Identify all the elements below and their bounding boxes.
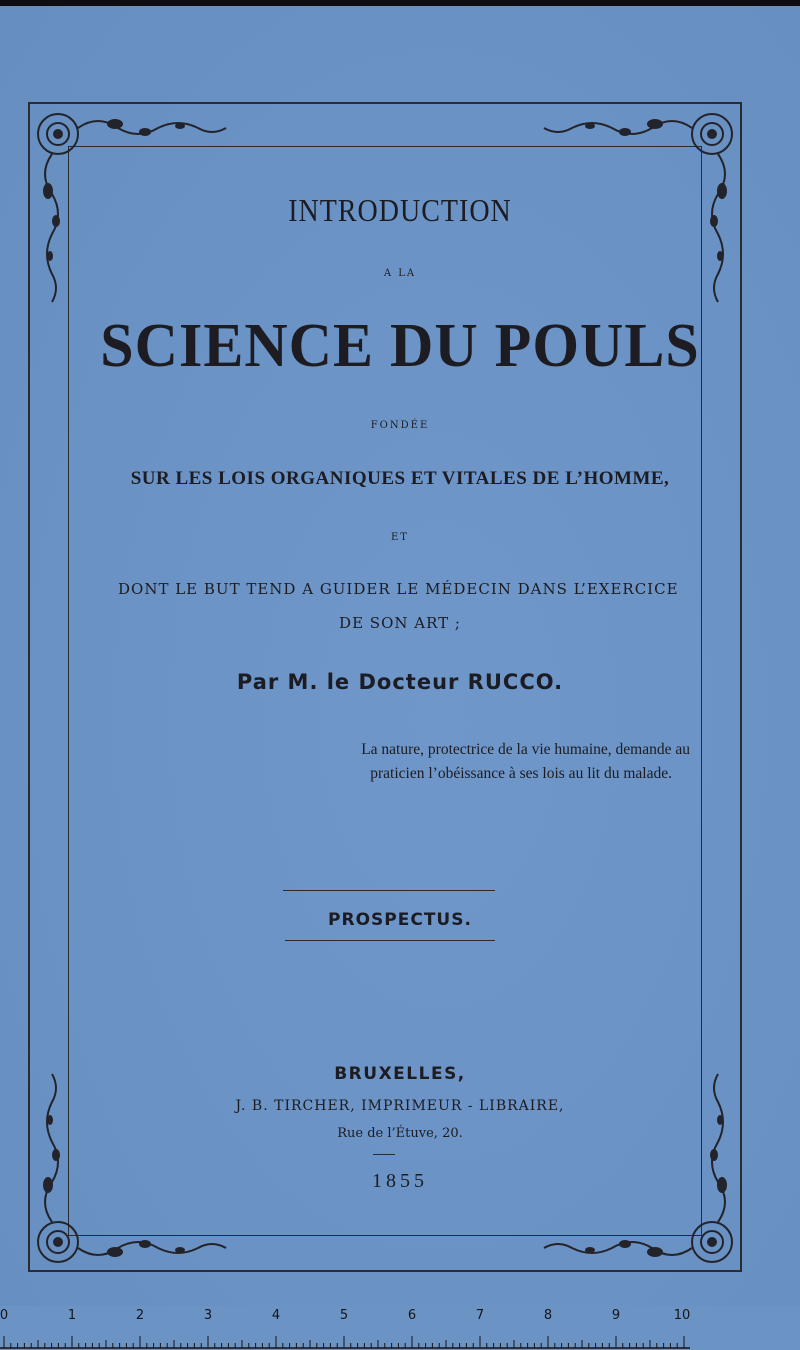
scale-ruler: [0, 1306, 800, 1350]
ruler-label-1: 1: [67, 1308, 77, 1323]
imprint-printer: J. B. TIRCHER, IMPRIMEUR - LIBRAIRE,: [235, 1098, 565, 1114]
connector-fondee: FONDÉE: [370, 420, 430, 431]
ruler-label-4: 4: [271, 1308, 281, 1323]
epigraph-line-2: praticien l’obéissance à ses lois au lit du malade.: [370, 765, 672, 782]
epigraph-line-1: La nature, protectrice de la vie humaine, demande au: [361, 741, 690, 758]
ruler-label-8: 8: [543, 1308, 553, 1323]
ruler-label-10: 10: [673, 1308, 691, 1323]
subtitle-but-line-1: DONT LE BUT TEND A GUIDER LE MÉDECIN DANS L’EXERCICE: [118, 580, 679, 598]
title-page: [0, 6, 800, 1306]
imprint-city: BRUXELLES,: [334, 1064, 466, 1084]
imprint-address: Rue de l’Étuve, 20.: [337, 1126, 463, 1141]
section-prospectus: PROSPECTUS.: [328, 910, 472, 930]
author-line: Par M. le Docteur RUCCO.: [236, 670, 564, 694]
imprint-year: 1855: [372, 1170, 428, 1192]
subtitle-but-line-2: DE SON ART ;: [339, 614, 461, 632]
ruler-label-0: 0: [0, 1308, 9, 1323]
epigraph: [270, 738, 690, 786]
ruler-label-5: 5: [339, 1308, 349, 1323]
rule-below-prospectus: [285, 940, 495, 941]
ruler-label-6: 6: [407, 1308, 417, 1323]
rule-above-prospectus: [283, 890, 495, 891]
connector-et: ET: [391, 532, 409, 543]
main-title: SCIENCE DU POULS: [100, 310, 700, 380]
connector-a-la: A LA: [383, 268, 417, 279]
subtitle-lois-organiques: SUR LES LOIS ORGANIQUES ET VITALES DE L’HOMME,: [130, 468, 670, 489]
ruler-label-7: 7: [475, 1308, 485, 1323]
ruler-label-3: 3: [203, 1308, 213, 1323]
heading-introduction: INTRODUCTION: [288, 193, 512, 230]
ruler-ticks: [0, 1330, 800, 1350]
short-rule: [373, 1154, 395, 1155]
ruler-label-9: 9: [611, 1308, 621, 1323]
ruler-label-2: 2: [135, 1308, 145, 1323]
